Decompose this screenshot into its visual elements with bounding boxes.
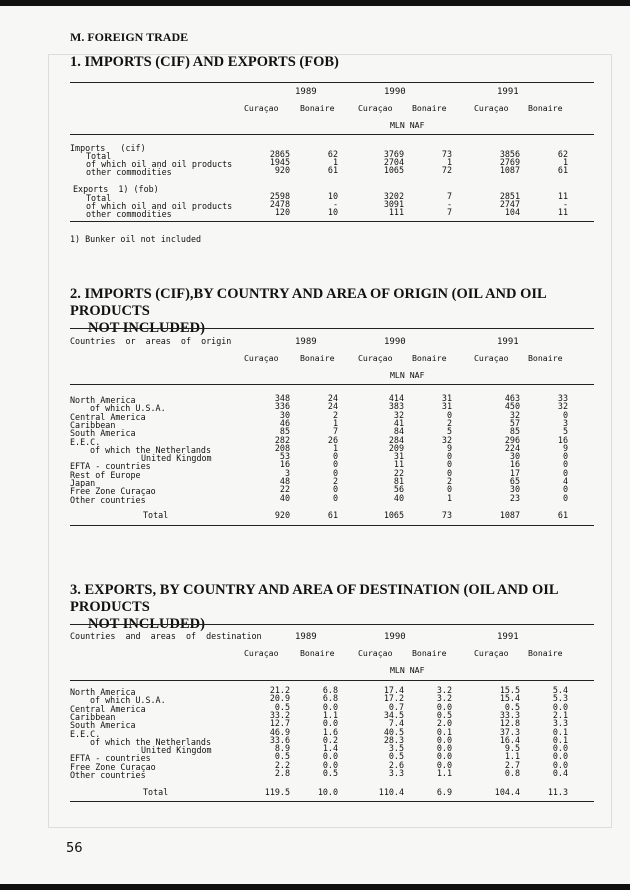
row-label: EFTA - countries (70, 461, 151, 472)
cell-value: 1 (332, 157, 338, 167)
table2-header-rule (70, 384, 594, 385)
cell-value: 120 (274, 207, 290, 217)
column-header: Bonaire (300, 648, 335, 658)
cell-value: 119.5 (264, 787, 290, 797)
cell-value: 22 (279, 484, 290, 495)
unit-label: MLN NAF (390, 370, 425, 380)
cell-value: 32 (393, 409, 404, 420)
cell-value: 209 (388, 442, 404, 453)
cell-value: 0.5 (274, 701, 290, 712)
cell-value: 1 (332, 442, 338, 453)
cell-value: 2.8 (274, 768, 290, 778)
total-label: Total (143, 787, 169, 797)
table3-title (70, 582, 610, 633)
cell-value: 111 (388, 207, 404, 217)
cell-value: 0 (446, 459, 452, 470)
cell-value: 0.0 (552, 759, 568, 770)
column-header: Bonaire (412, 103, 447, 113)
year-header: 1990 (384, 632, 406, 642)
cell-value: 40.5 (383, 726, 404, 737)
cell-value: 3.2 (436, 693, 452, 704)
row-label: United Kingdom (141, 453, 212, 464)
cell-value: 3.5 (388, 743, 404, 754)
cell-value: 6.8 (322, 693, 338, 704)
cell-value: 62 (327, 149, 338, 159)
cell-value: 31 (441, 393, 452, 403)
cell-value: 53 (279, 451, 290, 462)
cell-value: 0.2 (322, 734, 338, 745)
cell-value: 56 (393, 484, 404, 495)
cell-value: 0 (332, 451, 338, 462)
cell-value: 3202 (383, 191, 404, 201)
cell-value: 61 (557, 165, 568, 175)
row-header: Countries and areas of destination (70, 631, 262, 641)
cell-value: - (332, 199, 338, 209)
column-header: Bonaire (412, 353, 447, 363)
table2-title-line2: NOT INCLUDED) (88, 320, 205, 336)
cell-value: 9.5 (504, 743, 520, 754)
cell-value: 450 (504, 401, 520, 412)
cell-value: 2 (332, 409, 338, 420)
row-label: Total (86, 151, 112, 161)
row-label: Other countries (70, 494, 146, 505)
cell-value: 72 (441, 165, 452, 175)
cell-value: 3091 (383, 199, 404, 209)
cell-value: 9 (446, 442, 452, 453)
cell-value: 31 (393, 451, 404, 462)
cell-value: 33 (557, 393, 568, 403)
total-label: Total (143, 510, 169, 520)
cell-value: 0.5 (504, 701, 520, 712)
cell-value: 12.7 (269, 718, 290, 729)
cell-value: 920 (274, 510, 290, 520)
cell-value: 37.3 (499, 726, 520, 737)
cell-value: 104 (504, 207, 520, 217)
column-header: Curaçao (244, 103, 279, 113)
column-header: Curaçao (474, 103, 509, 113)
cell-value: 1 (562, 157, 568, 167)
cell-value: 2 (446, 476, 452, 486)
row-label: South America (70, 428, 136, 439)
cell-value: 61 (327, 165, 338, 175)
cell-value: 296 (504, 434, 520, 445)
cell-value: 16 (279, 459, 290, 470)
table1-title: 1. IMPORTS (CIF) AND EXPORTS (FOB) (70, 54, 339, 70)
cell-value: 84 (393, 426, 404, 437)
cell-value: 40 (279, 492, 290, 503)
row-label: of which oil and oil products (86, 201, 233, 211)
cell-value: 0.1 (552, 734, 568, 745)
cell-value: 383 (388, 401, 404, 412)
cell-value: 46 (279, 417, 290, 428)
cell-value: 16.4 (499, 734, 520, 745)
scan-bottom-edge (0, 884, 630, 890)
cell-value: 0.0 (552, 751, 568, 762)
cell-value: 0.0 (552, 701, 568, 712)
cell-value: 7 (332, 426, 338, 437)
row-label: E.E.C. (70, 728, 101, 739)
row-label: of which the Netherlands (90, 444, 212, 455)
cell-value: 85 (509, 426, 520, 437)
column-header: Bonaire (300, 353, 335, 363)
cell-value: 0.0 (436, 743, 452, 754)
row-label: Central America (70, 703, 146, 714)
cell-value: 17.4 (383, 685, 404, 695)
cell-value: 1 (332, 417, 338, 428)
cell-value: 33.2 (269, 709, 290, 720)
row-label: United Kingdom (141, 745, 212, 756)
year-header: 1990 (384, 87, 406, 97)
column-header: Curaçao (244, 353, 279, 363)
table1-top-rule (70, 82, 594, 83)
cell-value: 0 (562, 492, 568, 503)
row-label: Other countries (70, 770, 146, 780)
cell-value: 61 (327, 510, 338, 520)
row-label: Free Zone Curaçao (70, 761, 156, 772)
cell-value: 30 (509, 484, 520, 495)
cell-value: 48 (279, 476, 290, 486)
cell-value: 0.0 (552, 743, 568, 754)
unit-label: MLN NAF (390, 665, 425, 675)
cell-value: 5 (562, 426, 568, 437)
cell-value: 16 (509, 459, 520, 470)
row-label: Central America (70, 411, 146, 422)
cell-value: 7 (446, 207, 452, 217)
cell-value: 0.4 (552, 768, 568, 778)
cell-value: 284 (388, 434, 404, 445)
cell-value: 6.9 (436, 787, 452, 797)
cell-value: 104.4 (494, 787, 520, 797)
cell-value: 0.5 (388, 751, 404, 762)
cell-value: 28.3 (383, 734, 404, 745)
column-header: Curaçao (474, 648, 509, 658)
cell-value: 414 (388, 393, 404, 403)
cell-value: 11 (557, 207, 568, 217)
cell-value: 1.4 (322, 743, 338, 754)
column-header: Curaçao (358, 648, 393, 658)
column-header: Bonaire (528, 103, 563, 113)
cell-value: 11 (393, 459, 404, 470)
cell-value: 3856 (499, 149, 520, 159)
column-header: Bonaire (528, 648, 563, 658)
cell-value: 12.8 (499, 718, 520, 729)
cell-value: 3769 (383, 149, 404, 159)
cell-value: 0.7 (388, 701, 404, 712)
cell-value: 2 (446, 417, 452, 428)
year-header: 1991 (497, 87, 519, 97)
cell-value: 30 (509, 451, 520, 462)
cell-value: 110.4 (378, 787, 404, 797)
cell-value: 85 (279, 426, 290, 437)
cell-value: 8.9 (274, 743, 290, 754)
cell-value: 1.1 (504, 751, 520, 762)
cell-value: 463 (504, 393, 520, 403)
cell-value: 61 (557, 510, 568, 520)
cell-value: 4 (562, 476, 568, 486)
cell-value: 2851 (499, 191, 520, 201)
cell-value: 2.1 (552, 709, 568, 720)
cell-value: 21.2 (269, 685, 290, 695)
cell-value: 2.6 (388, 759, 404, 770)
year-header: 1990 (384, 337, 406, 347)
cell-value: 62 (557, 149, 568, 159)
cell-value: 3.3 (552, 718, 568, 729)
row-label: North America (70, 687, 136, 697)
cell-value: 10 (327, 191, 338, 201)
cell-value: 1945 (269, 157, 290, 167)
cell-value: 31 (441, 401, 452, 412)
cell-value: 2.0 (436, 718, 452, 729)
cell-value: 0.1 (552, 726, 568, 737)
row-label: Caribbean (70, 419, 116, 430)
cell-value: 2478 (269, 199, 290, 209)
table3-title-line1: 3. EXPORTS, BY COUNTRY AND AREA OF DESTINATION (OIL AND OIL PRODUCTS (70, 582, 558, 615)
year-header: 1991 (497, 337, 519, 347)
cell-value: 9 (562, 442, 568, 453)
year-header: 1991 (497, 632, 519, 642)
cell-value: 0 (562, 409, 568, 420)
cell-value: 32 (557, 401, 568, 412)
cell-value: 1087 (499, 510, 520, 520)
cell-value: 34.5 (383, 709, 404, 720)
cell-value: 2865 (269, 149, 290, 159)
cell-value: 10.0 (317, 787, 338, 797)
cell-value: 32 (509, 409, 520, 420)
cell-value: 0.0 (322, 718, 338, 729)
cell-value: 73 (441, 149, 452, 159)
cell-value: 0 (562, 467, 568, 478)
row-label: Japan (70, 478, 96, 488)
cell-value: 1 (446, 157, 452, 167)
cell-value: 2598 (269, 191, 290, 201)
cell-value: 2747 (499, 199, 520, 209)
cell-value: 7.4 (388, 718, 404, 729)
cell-value: 2769 (499, 157, 520, 167)
cell-value: 0.0 (322, 751, 338, 762)
table3-header-rule (70, 680, 594, 681)
column-header: Bonaire (528, 353, 563, 363)
cell-value: 57 (509, 417, 520, 428)
cell-value: - (562, 199, 568, 209)
cell-value: 0 (332, 467, 338, 478)
group-label: Exports 1) (fob) (73, 184, 159, 194)
cell-value: 46.9 (269, 726, 290, 737)
cell-value: 6.8 (322, 685, 338, 695)
cell-value: 17 (509, 467, 520, 478)
cell-value: 0 (446, 451, 452, 462)
cell-value: 0.0 (436, 759, 452, 770)
cell-value: 22 (393, 467, 404, 478)
row-label: of which oil and oil products (86, 159, 233, 169)
cell-value: 16 (557, 434, 568, 445)
cell-value: 10 (327, 207, 338, 217)
cell-value: 0.5 (436, 709, 452, 720)
cell-value: 1065 (383, 165, 404, 175)
cell-value: 30 (279, 409, 290, 420)
row-label: Free Zone Curaçao (70, 486, 156, 497)
cell-value: 0.8 (504, 768, 520, 778)
column-header: Curaçao (358, 103, 393, 113)
cell-value: 0.0 (436, 751, 452, 762)
group-label: Imports (cif) (70, 143, 146, 153)
table3-title-line2: NOT INCLUDED) (88, 616, 205, 632)
cell-value: 1087 (499, 165, 520, 175)
table2-bottom-rule (70, 525, 594, 526)
unit-label: MLN NAF (390, 120, 425, 130)
row-label: Caribbean (70, 711, 116, 722)
column-header: Curaçao (358, 353, 393, 363)
cell-value: 920 (274, 165, 290, 175)
cell-value: 0 (446, 467, 452, 478)
row-label: South America (70, 720, 136, 731)
page-number: 56 (66, 841, 83, 856)
cell-value: 0 (562, 484, 568, 495)
table2-title-line1: 2. IMPORTS (CIF),BY COUNTRY AND AREA OF ORIGIN (OIL AND OIL PRODUCTS (70, 286, 546, 319)
cell-value: 0 (332, 459, 338, 470)
cell-value: 11.3 (547, 787, 568, 797)
cell-value: 20.9 (269, 693, 290, 704)
year-header: 1989 (295, 632, 317, 642)
cell-value: 208 (274, 442, 290, 453)
cell-value: 0.0 (436, 734, 452, 745)
cell-value: 1.1 (322, 709, 338, 720)
cell-value: 15.4 (499, 693, 520, 704)
cell-value: 1 (446, 492, 452, 503)
cell-value: 3 (284, 467, 290, 478)
table1-header-rule (70, 134, 594, 135)
cell-value: 17.2 (383, 693, 404, 704)
cell-value: 24 (327, 393, 338, 403)
cell-value: 40 (393, 492, 404, 503)
cell-value: 0 (562, 451, 568, 462)
cell-value: 0.0 (436, 701, 452, 712)
cell-value: 7 (446, 191, 452, 201)
column-header: Bonaire (300, 103, 335, 113)
cell-value: - (446, 199, 452, 209)
row-label: of which U.S.A. (90, 403, 166, 414)
cell-value: 2 (332, 476, 338, 486)
cell-value: 5 (446, 426, 452, 437)
cell-value: 1.1 (436, 768, 452, 778)
section-title: M. FOREIGN TRADE (70, 30, 189, 44)
row-label: E.E.C. (70, 436, 101, 447)
column-header: Curaçao (244, 648, 279, 658)
cell-value: 1065 (383, 510, 404, 520)
cell-value: 81 (393, 476, 404, 486)
table1-bottom-rule (70, 221, 594, 222)
cell-value: 0.5 (274, 751, 290, 762)
year-header: 1989 (295, 87, 317, 97)
row-label: other commodities (86, 167, 172, 177)
cell-value: 73 (441, 510, 452, 520)
cell-value: 11 (557, 191, 568, 201)
cell-value: 336 (274, 401, 290, 412)
cell-value: 0 (562, 459, 568, 470)
cell-value: 3.3 (388, 768, 404, 778)
cell-value: 24 (327, 401, 338, 412)
cell-value: 2.2 (274, 759, 290, 770)
row-label: of which U.S.A. (90, 695, 166, 706)
cell-value: 3.2 (436, 685, 452, 695)
cell-value: 282 (274, 434, 290, 445)
table2-title (70, 286, 610, 337)
scan-top-edge (0, 0, 630, 6)
cell-value: 0 (446, 409, 452, 420)
cell-value: 2.7 (504, 759, 520, 770)
cell-value: 26 (327, 434, 338, 445)
table3-top-rule (70, 624, 594, 625)
cell-value: 0.1 (436, 726, 452, 737)
row-label: other commodities (86, 209, 172, 219)
row-label: EFTA - countries (70, 753, 151, 764)
row-label: of which the Netherlands (90, 736, 212, 747)
cell-value: 15.5 (499, 685, 520, 695)
cell-value: 0 (332, 484, 338, 495)
cell-value: 33.3 (499, 709, 520, 720)
cell-value: 3 (562, 417, 568, 428)
cell-value: 5.3 (552, 693, 568, 704)
cell-value: 0.0 (322, 759, 338, 770)
cell-value: 0.0 (322, 701, 338, 712)
cell-value: 33.6 (269, 734, 290, 745)
cell-value: 2704 (383, 157, 404, 167)
row-label: Rest of Europe (70, 469, 141, 480)
year-header: 1989 (295, 337, 317, 347)
table3-bottom-rule (70, 801, 594, 802)
row-label: North America (70, 395, 136, 405)
column-header: Bonaire (412, 648, 447, 658)
cell-value: 348 (274, 393, 290, 403)
cell-value: 65 (509, 476, 520, 486)
cell-value: 32 (441, 434, 452, 445)
cell-value: 5.4 (552, 685, 568, 695)
cell-value: 0.5 (322, 768, 338, 778)
cell-value: 0 (332, 492, 338, 503)
table1-footnote: 1) Bunker oil not included (70, 234, 202, 244)
cell-value: 224 (504, 442, 520, 453)
cell-value: 23 (509, 492, 520, 503)
table2-top-rule (70, 328, 594, 329)
row-label: Total (86, 193, 112, 203)
cell-value: 41 (393, 417, 404, 428)
row-header: Countries or areas of origin (70, 336, 232, 346)
column-header: Curaçao (474, 353, 509, 363)
cell-value: 0 (446, 484, 452, 495)
cell-value: 1.6 (322, 726, 338, 737)
